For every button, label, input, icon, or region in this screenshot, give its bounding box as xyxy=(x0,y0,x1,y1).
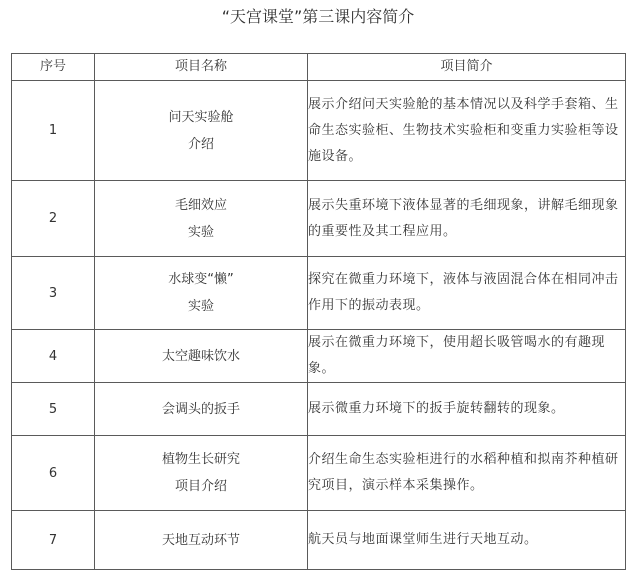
item-name-line: 介绍 xyxy=(187,136,214,152)
item-name xyxy=(95,81,308,181)
column-header-item-summary: 项目简介 xyxy=(308,54,626,81)
item-name xyxy=(95,330,308,383)
item-name-line: 天地互动环节 xyxy=(161,532,240,548)
item-summary: 探究在微重力环境下，液体与液固混合体在相同冲击作用下的振动表现。 xyxy=(308,257,626,330)
table-row xyxy=(12,383,626,436)
item-name-line: 水球变“懒” xyxy=(168,272,234,287)
item-summary: 展示在微重力环境下，使用超长吸管喝水的有趣现象。 xyxy=(308,330,626,383)
row-number: 7 xyxy=(12,511,95,570)
row-number: 4 xyxy=(12,330,95,383)
table-row xyxy=(12,330,626,383)
table-row xyxy=(12,511,626,570)
table-row xyxy=(12,257,626,330)
row-number: 3 xyxy=(12,257,95,330)
table-row xyxy=(12,181,626,257)
item-summary: 展示微重力环境下的扳手旋转翻转的现象。 xyxy=(308,383,626,436)
table-row xyxy=(12,81,626,181)
row-number: 2 xyxy=(12,181,95,257)
item-name xyxy=(95,436,308,511)
item-summary: 展示介绍问天实验舱的基本情况以及科学手套箱、生命生态实验柜、生物技术实验柜和变重力实验柜等设施设备。 xyxy=(308,81,626,181)
item-name xyxy=(95,511,308,570)
item-name-line: 实验 xyxy=(187,224,214,240)
table-header-row xyxy=(12,54,626,81)
column-header-number: 序号 xyxy=(12,54,95,81)
item-name-line: 实验 xyxy=(187,299,214,314)
item-summary: 介绍生命生态实验柜进行的水稻种植和拟南芥种植研究项目，演示样本采集操作。 xyxy=(308,436,626,511)
row-number: 6 xyxy=(12,436,95,511)
row-number: 5 xyxy=(12,383,95,436)
item-name xyxy=(95,181,308,257)
item-name xyxy=(95,257,308,330)
table-row xyxy=(12,436,626,511)
item-name-line: 毛细效应 xyxy=(174,197,227,213)
course-content-table xyxy=(11,53,626,570)
item-name-line: 会调头的扳手 xyxy=(161,401,240,417)
item-name-line: 问天实验舱 xyxy=(168,109,234,125)
item-name-line: 项目介绍 xyxy=(174,479,227,494)
page-title: “天宫课堂”第三课内容简介 xyxy=(221,7,415,26)
column-header-item-name: 项目名称 xyxy=(95,54,308,81)
item-summary: 展示失重环境下液体显著的毛细现象，讲解毛细现象的重要性及其工程应用。 xyxy=(308,181,626,257)
item-summary: 航天员与地面课堂师生进行天地互动。 xyxy=(308,511,626,570)
item-name xyxy=(95,383,308,436)
item-name-line: 植物生长研究 xyxy=(161,452,240,467)
row-number: 1 xyxy=(12,81,95,181)
item-name-line: 太空趣味饮水 xyxy=(161,348,240,364)
